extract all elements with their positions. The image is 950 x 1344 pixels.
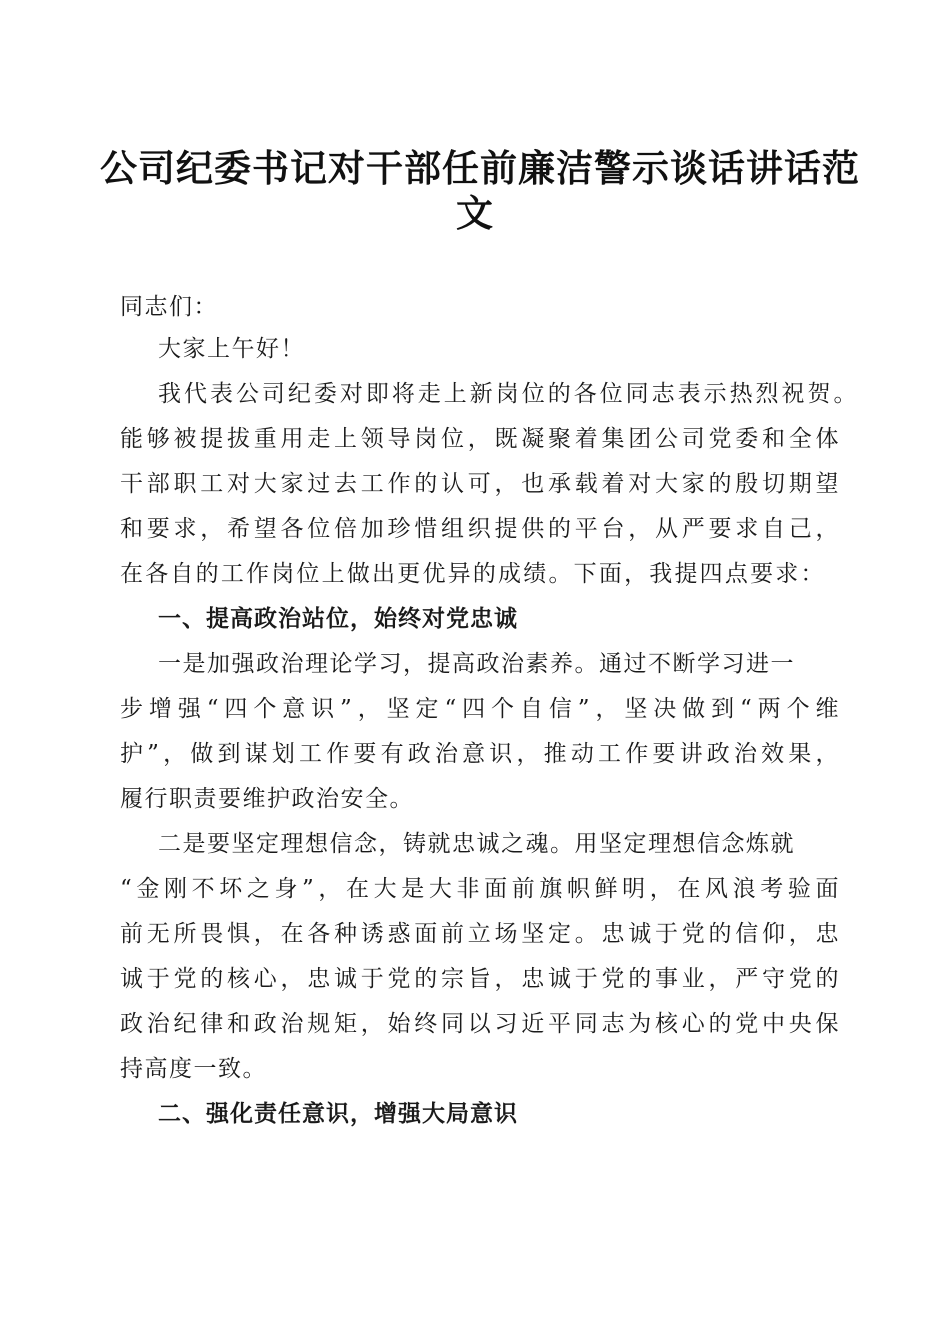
section-heading-2: 二、强化责任意识，增强大局意识 [158, 1101, 518, 1127]
paragraph-1-line-4: 和要求，希望各位倍加珍惜组织提供的平台，从严要求自己， [120, 516, 840, 542]
document-title-line-2: 文 [456, 191, 494, 235]
paragraph-3-line-1 [158, 825, 840, 858]
paragraph-1-line-2: 能够被提拔重用走上领导岗位，既凝聚着集团公司党委和全体 [120, 426, 840, 452]
paragraph-3-line-1-text: 用坚定理想信念炼就 [574, 831, 795, 857]
paragraph-1-line-1: 我代表公司纪委对即将走上新岗位的各位同志表示热烈祝贺。 [158, 381, 858, 407]
paragraph-1-line-3: 干部职工对大家过去工作的认可，也承载着对大家的殷切期望 [120, 471, 840, 497]
paragraph-2-line-1 [158, 645, 840, 678]
paragraph-3-line-6: 持高度一致。 [120, 1056, 267, 1082]
paragraph-1-line-5: 在各自的工作岗位上做出更优异的成绩。下面，我提四点要求： [120, 561, 825, 587]
salutation: 同志们： [120, 294, 218, 320]
paragraph-3-line-2: “金刚不坏之身”，在大是大非面前旗帜鲜明，在风浪考验面 [120, 876, 840, 902]
paragraph-2-lead: 一是加强政治理论学习，提高政治素养。 [158, 651, 599, 677]
paragraph-3-line-4: 诚于党的核心，忠诚于党的宗旨，忠诚于党的事业，严守党的 [120, 966, 840, 992]
paragraph-2-line-3: 护”，做到谋划工作要有政治意识，推动工作要讲政治效果， [120, 741, 840, 767]
paragraph-2-line-2: 步增强“四个意识”，坚定“四个自信”，坚决做到“两个维 [120, 696, 840, 722]
greeting: 大家上午好！ [158, 336, 305, 362]
section-heading-1: 一、提高政治站位，始终对党忠诚 [158, 606, 518, 632]
document-title-line-1: 公司纪委书记对干部任前廉洁警示谈话讲话范 [100, 146, 860, 190]
paragraph-3-line-5: 政治纪律和政治规矩，始终同以习近平同志为核心的党中央保 [120, 1011, 840, 1037]
paragraph-2-line-4: 履行职责要维护政治安全。 [120, 786, 414, 812]
paragraph-3-line-3: 前无所畏惧，在各种诱惑面前立场坚定。忠诚于党的信仰，忠 [120, 921, 840, 947]
paragraph-2-line-1-text: 通过不断学习进一 [599, 651, 795, 677]
paragraph-3-lead: 二是要坚定理想信念，铸就忠诚之魂。 [158, 831, 575, 857]
